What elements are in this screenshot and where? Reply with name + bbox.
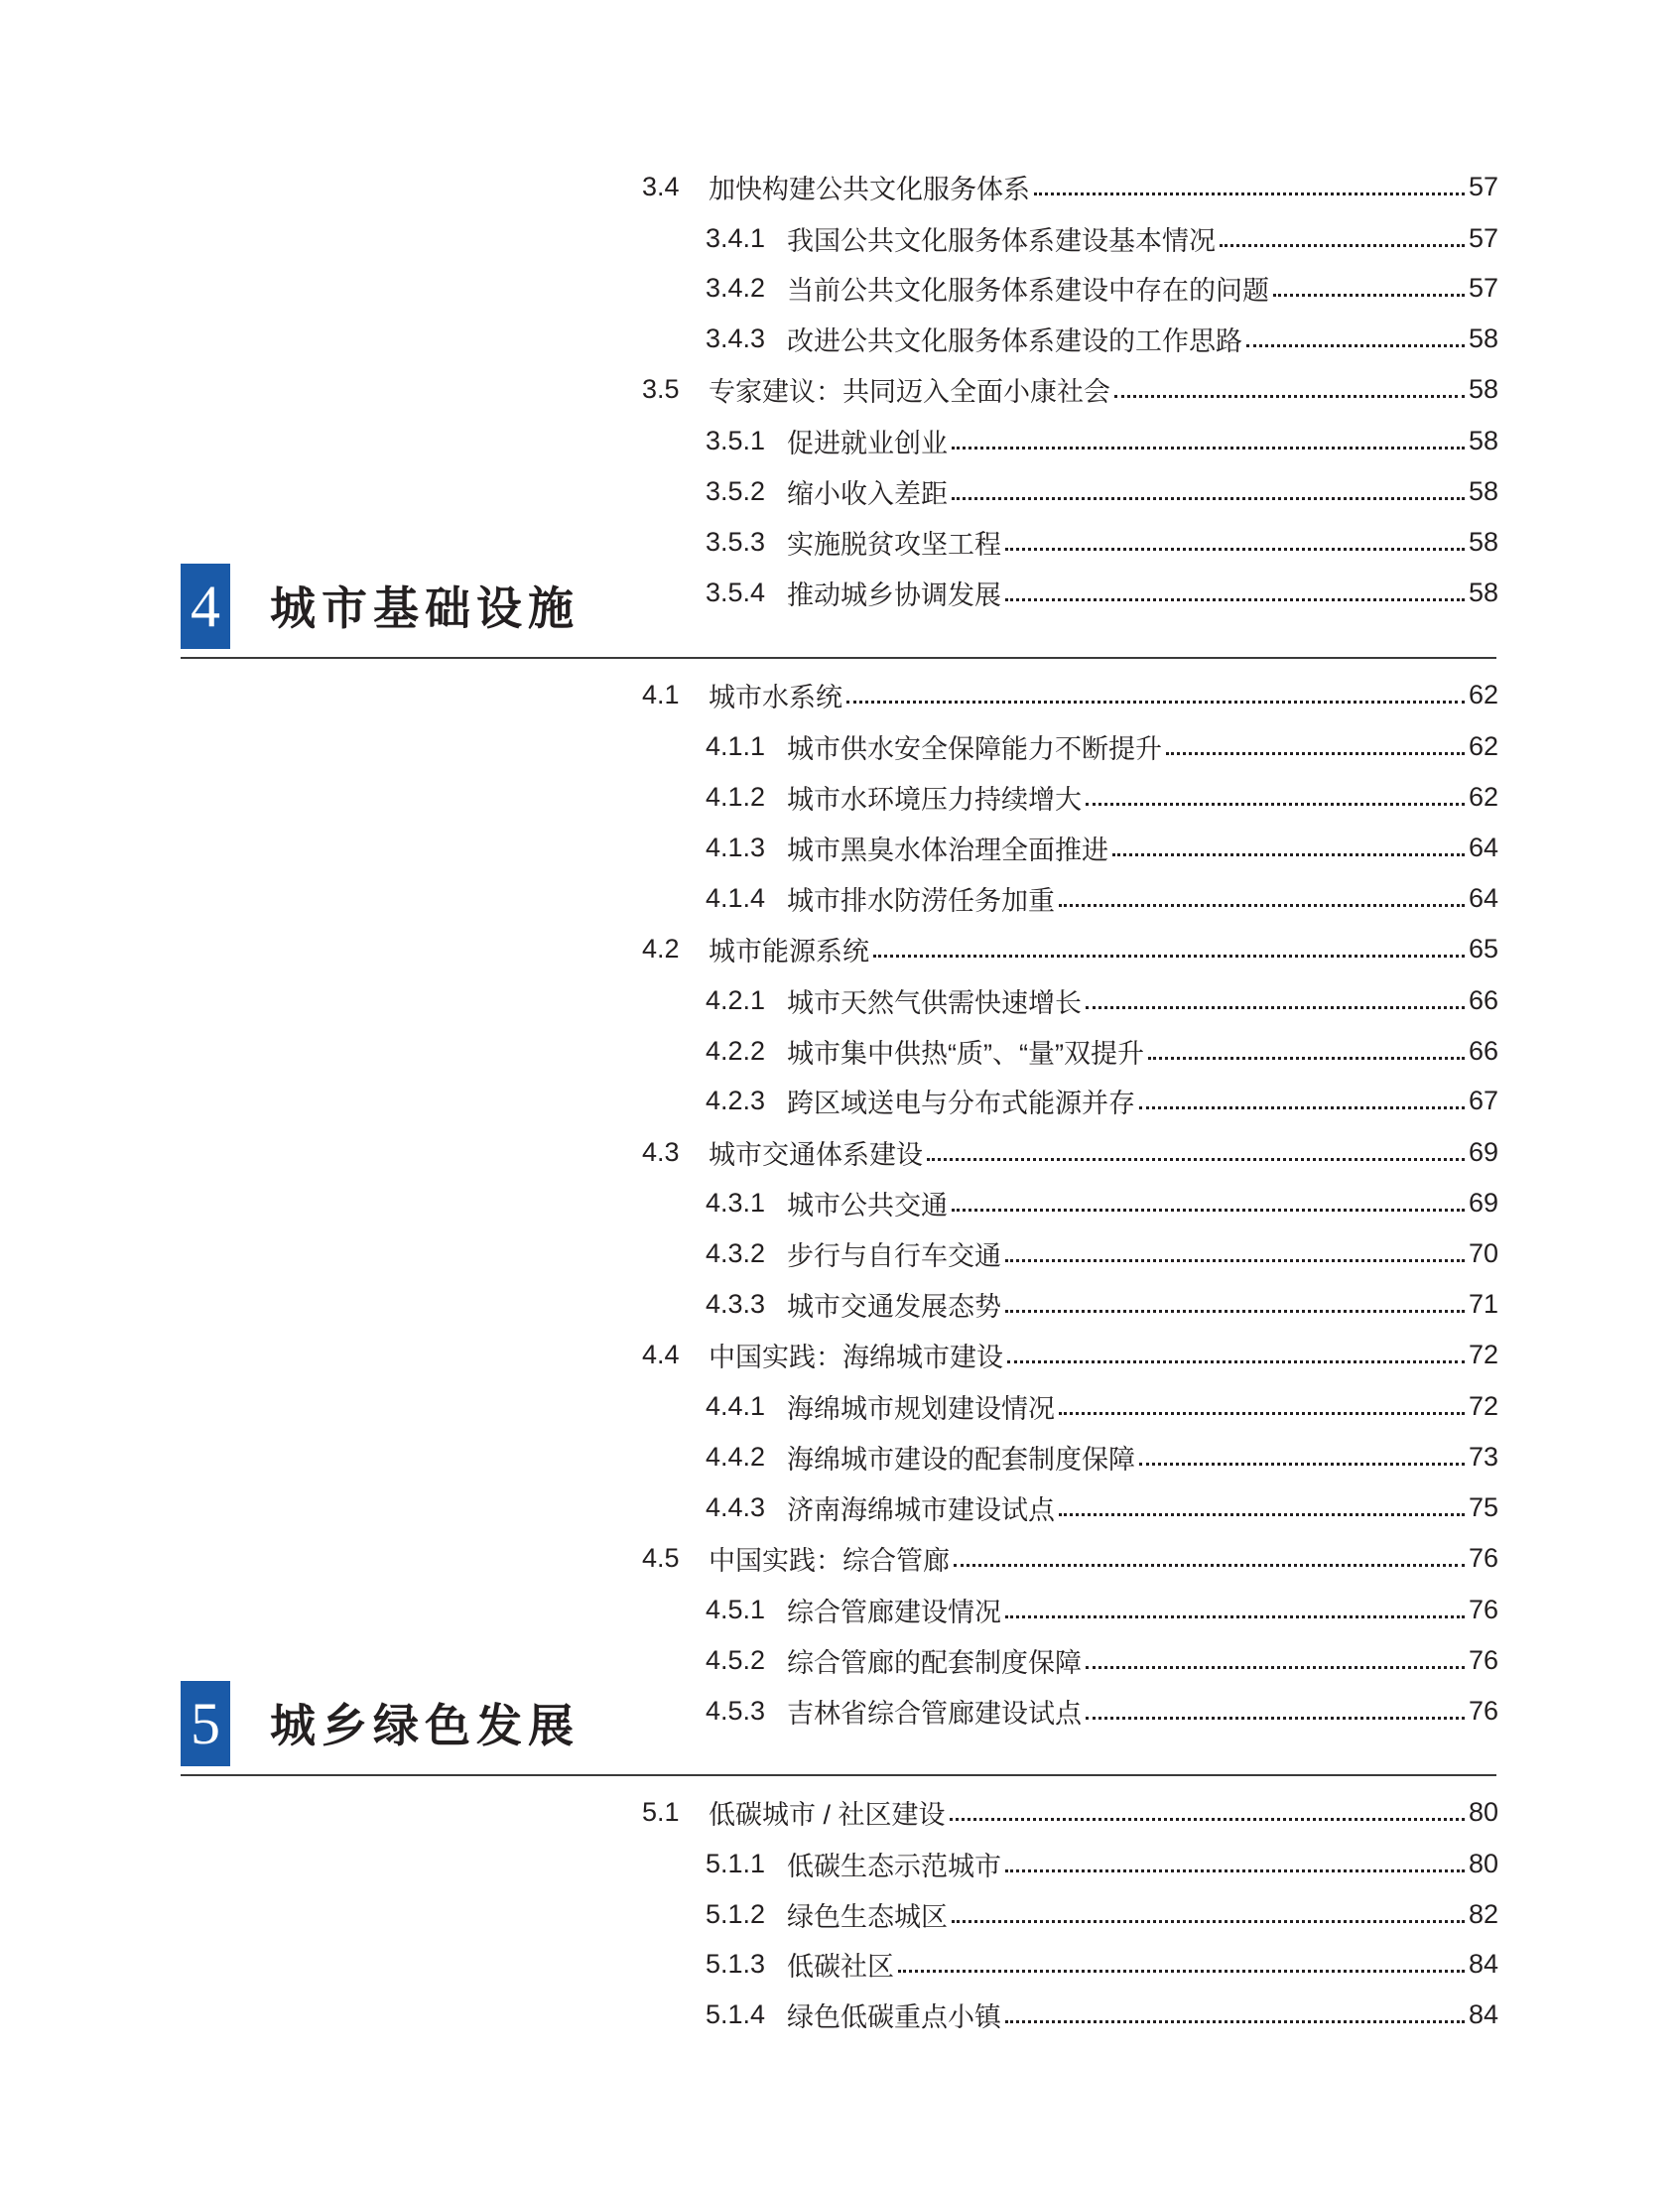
toc-entry-title: 绿色低碳重点小镇 [787,2001,1001,2032]
toc-entry-number: 4.2.2 [706,1035,766,1066]
toc-entry-number: 4.4.2 [706,1441,766,1472]
dot-leader [898,1970,1465,1973]
toc-entry-title: 促进就业创业 [787,428,948,458]
dot-leader [954,1564,1465,1567]
toc-entry-number: 4.1 [642,679,680,709]
toc-entry-title: 城市天然气供需快速增长 [787,987,1082,1018]
toc-page-number: 72 [1468,1339,1498,1369]
dot-leader [952,447,1465,450]
chapter-divider [181,1774,1496,1776]
toc-entry-title: 专家建议：共同迈入全面小康社会 [709,376,1110,407]
toc-subsection-entry[interactable] [706,1640,1498,1680]
toc-entry-title: 低碳生态示范城市 [787,1851,1001,1881]
dot-leader [1059,1513,1465,1516]
dot-leader [1220,244,1465,247]
dot-leader [1034,193,1465,195]
toc-entry-title: 综合管廊建设情况 [787,1597,1001,1627]
toc-subsection-entry[interactable] [706,1944,1498,1984]
toc-page-number: 67 [1468,1085,1498,1115]
toc-entry-number: 4.3.2 [706,1237,766,1268]
toc-entry-number: 4.3.1 [706,1187,766,1218]
toc-entry-title: 缩小收入差距 [787,478,948,509]
toc-page-number: 72 [1468,1390,1498,1421]
toc-entry-number: 4.5.1 [706,1594,766,1624]
dot-leader [950,1818,1465,1821]
toc-page-number: 62 [1468,781,1498,812]
dot-leader [1086,803,1465,806]
dot-leader [1148,1057,1465,1060]
toc-entry-title: 城市集中供热“质”、“量”双提升 [787,1038,1144,1069]
dot-leader [1007,1360,1465,1363]
toc-page-number: 58 [1468,577,1498,607]
chapter-title[interactable]: 城市基础设施 [270,581,580,635]
toc-entry-number: 3.4.3 [706,322,766,353]
toc-page-number: 66 [1468,1035,1498,1066]
toc-entry-title: 城市供水安全保障能力不断提升 [787,733,1162,764]
toc-subsection-entry[interactable] [706,878,1498,918]
toc-entry-title: 吉林省综合管廊建设试点 [787,1698,1082,1729]
dot-leader [1059,904,1465,907]
toc-subsection-entry[interactable] [706,471,1498,511]
toc-page-number: 57 [1468,222,1498,253]
toc-page-number: 57 [1468,171,1498,201]
toc-entry-title: 海绵城市规划建设情况 [787,1393,1055,1424]
toc-entry-title: 跨区域送电与分布式能源并存 [787,1088,1135,1118]
toc-subsection-entry[interactable] [706,777,1498,817]
dot-leader [1273,294,1465,297]
toc-entry-title: 城市排水防涝任务加重 [787,885,1055,916]
toc-subsection-entry[interactable] [706,1031,1498,1071]
toc-page-number: 84 [1468,1998,1498,2029]
toc-page-number: 76 [1468,1644,1498,1675]
toc-entry-number: 4.2.1 [706,984,766,1015]
dot-leader [1005,1310,1465,1313]
toc-entry-number: 4.1.4 [706,882,766,913]
toc-subsection-entry[interactable] [706,522,1498,562]
dot-leader [1246,344,1465,347]
toc-page-number: 80 [1468,1848,1498,1878]
toc-subsection-entry[interactable] [706,268,1498,308]
toc-entry-number: 3.4.2 [706,272,766,303]
dot-leader [927,1158,1465,1161]
toc-page-number: 69 [1468,1187,1498,1218]
toc-subsection-entry[interactable] [706,1590,1498,1629]
toc-section-entry[interactable] [642,1538,1498,1578]
toc-entry-number: 4.4 [642,1339,680,1369]
toc-entry-number: 3.4.1 [706,222,766,253]
toc-subsection-entry[interactable] [706,726,1498,766]
dot-leader [1166,752,1465,755]
toc-subsection-entry[interactable] [706,1183,1498,1223]
dot-leader [1005,2020,1465,2023]
toc-subsection-entry[interactable] [706,1894,1498,1934]
toc-section-entry[interactable] [642,929,1498,968]
toc-page-number: 84 [1468,1948,1498,1979]
toc-page-number: 58 [1468,322,1498,353]
chapter-title[interactable]: 城乡绿色发展 [270,1699,580,1752]
toc-page-number: 76 [1468,1542,1498,1573]
toc-page-number: 62 [1468,679,1498,709]
dot-leader [952,1920,1465,1923]
toc-entry-title: 济南海绵城市建设试点 [787,1494,1055,1525]
toc-subsection-entry[interactable] [706,980,1498,1020]
toc-entry-number: 4.2.3 [706,1085,766,1115]
toc-entry-number: 4.3.3 [706,1288,766,1319]
toc-entry-title: 城市交通发展态势 [787,1291,1001,1322]
toc-entry-title: 我国公共文化服务体系建设基本情况 [787,225,1216,256]
toc-entry-title: 城市交通体系建设 [709,1139,923,1170]
dot-leader [952,1209,1465,1212]
dot-leader [1005,1615,1465,1618]
toc-entry-title: 中国实践：综合管廊 [709,1545,950,1576]
toc-entry-number: 5.1.1 [706,1848,766,1878]
toc-subsection-entry[interactable] [706,828,1498,867]
dot-leader [873,955,1465,958]
toc-entry-number: 3.5.2 [706,475,766,506]
dot-leader [1086,1717,1465,1720]
toc-page-number: 75 [1468,1491,1498,1522]
toc-page-number: 66 [1468,984,1498,1015]
chapter-divider [181,657,1496,659]
toc-page-number: 58 [1468,526,1498,557]
toc-entry-title: 城市水环境压力持续增大 [787,784,1082,815]
dot-leader [1086,1006,1465,1009]
toc-page-number: 71 [1468,1288,1498,1319]
dot-leader [1005,598,1465,601]
toc-subsection-entry[interactable] [706,218,1498,258]
dot-leader [1059,1412,1465,1415]
toc-page-number: 57 [1468,272,1498,303]
toc-entry-number: 4.3 [642,1136,680,1167]
toc-subsection-entry[interactable] [706,1233,1498,1273]
toc-subsection-entry[interactable] [706,319,1498,358]
toc-section-entry[interactable] [642,1335,1498,1374]
toc-subsection-entry[interactable] [706,421,1498,460]
toc-section-entry[interactable] [642,1132,1498,1172]
dot-leader [1005,548,1465,551]
dot-leader [1139,1463,1465,1466]
toc-page-number: 58 [1468,373,1498,404]
toc-page-number: 62 [1468,730,1498,761]
toc-subsection-entry[interactable] [706,1844,1498,1883]
toc-entry-number: 3.5.1 [706,425,766,455]
dot-leader [1114,395,1465,398]
toc-entry-number: 3.5.3 [706,526,766,557]
toc-entry-number: 4.1.3 [706,832,766,862]
toc-subsection-entry[interactable] [706,1995,1498,2034]
toc-entry-title: 海绵城市建设的配套制度保障 [787,1444,1135,1475]
toc-section-entry[interactable] [642,1792,1498,1832]
toc-entry-title: 城市公共交通 [787,1190,948,1221]
chapter-number-badge: 4 [181,564,230,649]
toc-entry-title: 低碳城市 / 社区建设 [709,1799,946,1830]
toc-entry-title: 加快构建公共文化服务体系 [709,174,1030,204]
toc-entry-number: 5.1.3 [706,1948,766,1979]
toc-page-number: 80 [1468,1796,1498,1827]
toc-page-number: 58 [1468,475,1498,506]
toc-entry-title: 改进公共文化服务体系建设的工作思路 [787,325,1242,356]
toc-entry-title: 绿色生态城区 [787,1901,948,1932]
toc-entry-number: 5.1.4 [706,1998,766,2029]
toc-entry-title: 中国实践：海绵城市建设 [709,1342,1003,1372]
toc-page-number: 82 [1468,1898,1498,1929]
toc-entry-number: 4.2 [642,933,680,964]
toc-page-number: 64 [1468,832,1498,862]
toc-subsection-entry[interactable] [706,1487,1498,1527]
toc-section-entry[interactable] [642,167,1498,206]
toc-entry-title: 城市水系统 [709,682,842,712]
toc-entry-title: 当前公共文化服务体系建设中存在的问题 [787,275,1269,306]
toc-page-number: 73 [1468,1441,1498,1472]
dot-leader [1086,1666,1465,1669]
dot-leader [1005,1869,1465,1872]
chapter-number-badge: 5 [181,1681,230,1766]
dot-leader [846,701,1465,704]
toc-page-number: 70 [1468,1237,1498,1268]
toc-page-number: 58 [1468,425,1498,455]
toc-entry-number: 4.5 [642,1542,680,1573]
toc-subsection-entry[interactable] [706,1437,1498,1477]
dot-leader [1112,853,1465,856]
toc-page-number: 69 [1468,1136,1498,1167]
dot-leader [1005,1259,1465,1262]
toc-entry-title: 低碳社区 [787,1951,894,1982]
toc-page-number: 76 [1468,1695,1498,1726]
toc-subsection-entry[interactable] [706,1386,1498,1426]
toc-entry-title: 步行与自行车交通 [787,1240,1001,1271]
toc-entry-number: 5.1 [642,1796,680,1827]
toc-entry-number: 4.4.3 [706,1491,766,1522]
dot-leader [952,497,1465,500]
toc-entry-number: 4.5.2 [706,1644,766,1675]
toc-page-number: 64 [1468,882,1498,913]
toc-entry-title: 城市能源系统 [709,936,869,966]
toc-subsection-entry[interactable] [706,573,1498,612]
toc-entry-number: 3.5.4 [706,577,766,607]
dot-leader [1139,1106,1465,1109]
toc-entry-number: 3.4 [642,171,680,201]
toc-subsection-entry[interactable] [706,1284,1498,1324]
toc-entry-number: 4.4.1 [706,1390,766,1421]
toc-entry-number: 4.1.1 [706,730,766,761]
toc-entry-title: 推动城乡协调发展 [787,579,1001,610]
toc-entry-number: 3.5 [642,373,680,404]
toc-entry-title: 综合管廊的配套制度保障 [787,1647,1082,1678]
toc-entry-number: 5.1.2 [706,1898,766,1929]
toc-entry-number: 4.5.3 [706,1695,766,1726]
toc-section-entry[interactable] [642,369,1498,409]
toc-subsection-entry[interactable] [706,1081,1498,1120]
toc-subsection-entry[interactable] [706,1691,1498,1731]
toc-entry-title: 城市黑臭水体治理全面推进 [787,835,1108,865]
toc-entry-number: 4.1.2 [706,781,766,812]
toc-page-number: 76 [1468,1594,1498,1624]
toc-section-entry[interactable] [642,675,1498,714]
toc-page-number: 65 [1468,933,1498,964]
toc-entry-title: 实施脱贫攻坚工程 [787,529,1001,560]
